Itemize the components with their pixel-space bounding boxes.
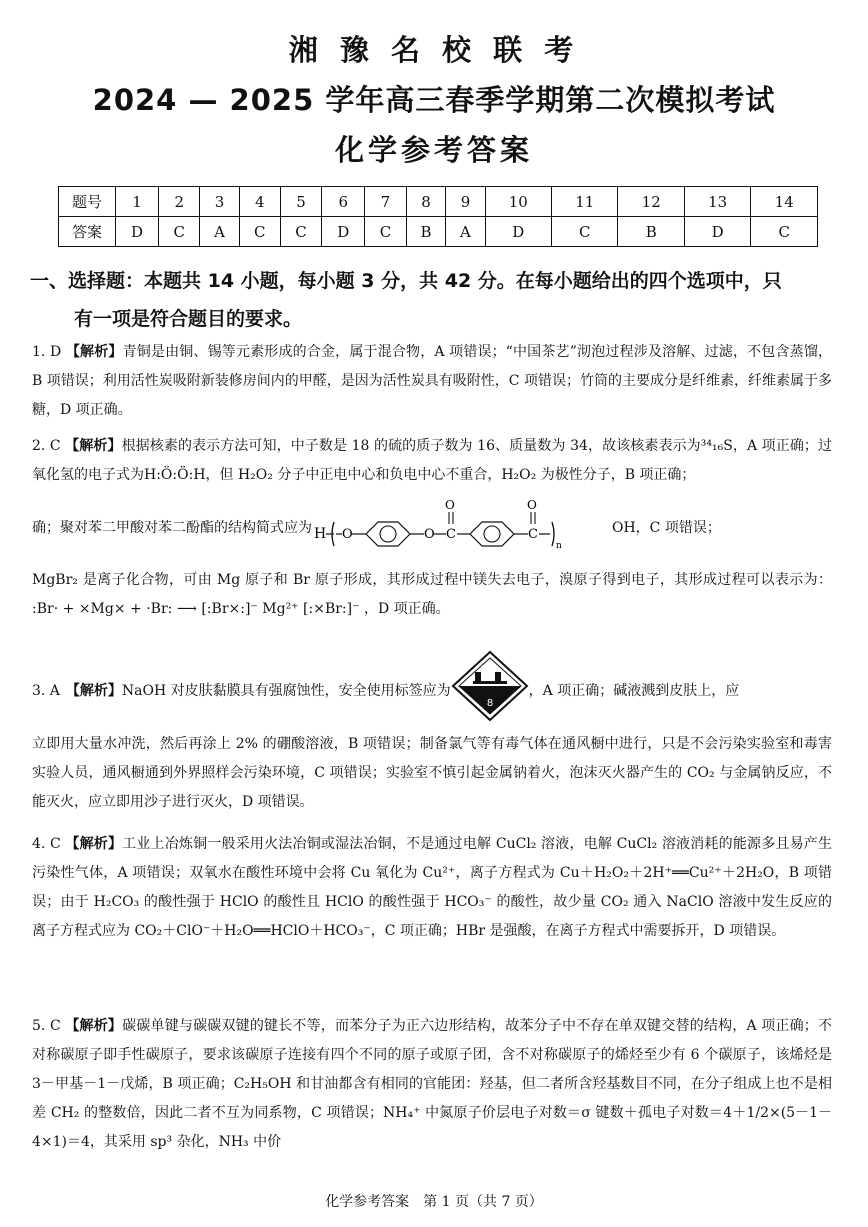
analysis-tag: 【解析】 — [65, 344, 123, 360]
polymer-structure-line — [32, 498, 832, 558]
question-number: 4. C — [32, 836, 61, 852]
hazard-class-number: 8 — [486, 698, 493, 709]
answer-table — [58, 186, 818, 247]
plus-sign: + — [62, 601, 75, 617]
table-cell: 13 — [684, 187, 750, 217]
atom-label: Mg²⁺ — [262, 601, 299, 617]
table-cell: C — [552, 217, 618, 247]
atom-label: O — [424, 527, 435, 542]
section-heading-line-1: 一、选择题：本题共 14 小题，每小题 3 分，共 42 分。在每小题给出的四个选项中，只 — [30, 270, 782, 292]
atom-label: O — [342, 527, 353, 542]
table-cell: A — [200, 217, 239, 247]
answer-explanation-3 — [32, 660, 832, 722]
electron-formation-diagram: :Br· + ×Mg× + ·Br: ⟶ [:Br×:]⁻ Mg²⁺ [:×Br:]⁻ — [32, 601, 364, 617]
table-cell: 5 — [280, 187, 321, 217]
analysis-tag: 【解析】 — [65, 438, 122, 454]
explanation-text: ，D 项正确。 — [363, 601, 450, 617]
reaction-arrow-icon: ⟶ — [176, 601, 197, 617]
table-cell: 9 — [446, 187, 485, 217]
explanation-text: OH，C 项错误； — [612, 519, 721, 536]
question-number: 3. A — [32, 682, 60, 699]
mgbr2-formation — [32, 566, 832, 624]
atom-label: O — [445, 498, 455, 512]
repeat-subscript: n — [556, 541, 562, 551]
atom-label: H — [314, 526, 327, 542]
answer-row — [59, 217, 818, 247]
table-cell: D — [684, 217, 750, 247]
atom-label: Mg — [90, 601, 114, 617]
atom-label: C — [528, 527, 538, 542]
table-cell: 6 — [322, 187, 365, 217]
table-cell: 1 — [116, 187, 159, 217]
analysis-tag: 【解析】 — [65, 836, 123, 852]
table-cell: C — [365, 217, 406, 247]
explanation-text: 工业上冶炼铜一般采用火法冶铜或湿法冶铜，不是通过电解 CuCl₂ 溶液，电解 CuCl₂ 溶液消耗的能源多且易产生污染性气体，A 项错误；双氧水在酸性环境中会将 Cu 氧化为 Cu²⁺，离子方程式为 Cu＋H₂O₂＋2H⁺══Cu²⁺＋2H₂O，B 项错误；由于 H₂CO₃ 的酸性强于 HClO 的酸性且 HClO 的酸性强于 HCO₃⁻ 的酸性，故少量 CO₂ 通入 NaClO 溶液中发生反应的离子方程式应为 CO₂＋ClO⁻＋H₂O══HClO＋HCO₃⁻，C 项正确；HBr 是强酸，在离子方程式中需要拆开，D 项错误。 — [32, 836, 832, 939]
table-cell: C — [159, 217, 200, 247]
table-cell: 10 — [485, 187, 551, 217]
table-cell: 11 — [552, 187, 618, 217]
explanation-text: ，A 项正确；碱液溅到皮肤上，应 — [528, 682, 740, 699]
row-label-answer: 答案 — [59, 217, 116, 247]
explanation-text: 立即用大量水冲洗，然后再涂上 2% 的硼酸溶液，B 项错误；制备氯气等有毒气体在通风橱中进行，只是不会污染实验室和毒害实验人员，通风橱通到外界照样会污染环境，C 项错误；实验室不慎引起金属钠着火，泡沫灭火器产生的 CO₂ 与金属钠反应，不能灭火，应立即用沙子进行灭火，D 项错误。 — [32, 736, 832, 810]
question-number-row — [59, 187, 818, 217]
row-label-number: 题号 — [59, 187, 116, 217]
explanation-text: MgBr₂ 是离子化合物，可由 Mg 原子和 Br 原子形成，其形成过程中镁失去电子，溴原子得到电子，其形成过程可以表示为： — [32, 572, 832, 588]
table-cell: B — [406, 217, 446, 247]
table-cell: C — [751, 217, 818, 247]
answer-explanation-4 — [32, 830, 832, 946]
title-line-1: 湘 豫 名 校 联 考 — [288, 33, 580, 67]
table-cell: D — [485, 217, 551, 247]
table-cell: B — [618, 217, 684, 247]
table-cell: D — [116, 217, 159, 247]
table-cell: 3 — [200, 187, 239, 217]
answer-explanation-2 — [32, 432, 832, 490]
polymer-structure-formula — [312, 498, 612, 558]
table-cell: 7 — [365, 187, 406, 217]
analysis-tag: 【解析】 — [65, 682, 122, 699]
section-heading-line-2: 有一项是符合题目的要求。 — [74, 308, 303, 330]
atom-label: C — [446, 527, 456, 542]
table-cell: 8 — [406, 187, 446, 217]
title-line-2: 2024 — 2025 学年高三春季学期第二次模拟考试 — [92, 83, 776, 117]
title-line-3: 化学参考答案 — [334, 133, 533, 167]
atom-label: Br — [211, 601, 229, 617]
answer-explanation-5 — [32, 1012, 832, 1157]
corrosive-hazard-label-icon — [451, 650, 529, 722]
question-number: 1. D — [32, 344, 62, 360]
question-number: 2. C — [32, 438, 61, 454]
explanation-text: 碳碳单键与碳碳双键的键长不等，而苯分子为正六边形结构，故苯分子中不存在单双键交替的结构，A 项正确；不对称碳原子即手性碳原子，要求该碳原子连接有四个不同的原子或原子团，含不对称碳原子的烯烃至少有 6 个碳原子，该烯烃是 3－甲基－1－戊烯，B 项正确；C₂H₅OH 和甘油都含有相同的官能团：羟基，但二者所含羟基数目不同，在分子组成上也不是相差 CH₂ 的整数倍，因此二者不互为同系物，C 项错误；NH₄⁺ 中氮原子价层电子对数＝σ 键数＋孤电子对数＝4＋1/2×(5－1－4×1)＝4，其采用 sp³ 杂化，NH₃ 中价 — [32, 1018, 832, 1150]
atom-label: O — [527, 498, 537, 512]
table-cell: C — [280, 217, 321, 247]
section-heading — [30, 262, 842, 338]
atom-label: Br — [36, 601, 54, 617]
explanation-text: 根据核素的表示方法可知，中子数是 18 的硫的质子数为 16、质量数为 34，故该核素表示为³⁴₁₆S，A 项正确；过氧化氢的电子式为H:Ö:Ö:H，但 H₂O₂ 分子中正电中心和负电中心不重合，H₂O₂ 为极性分子，B 项正确； — [32, 438, 833, 483]
table-cell: 2 — [159, 187, 200, 217]
table-cell: 4 — [239, 187, 280, 217]
atom-label: Br — [150, 601, 168, 617]
analysis-tag: 【解析】 — [65, 1018, 123, 1034]
answer-explanation-1 — [32, 338, 832, 425]
atom-label: Br — [324, 601, 342, 617]
table-cell: C — [239, 217, 280, 247]
explanation-text: 青铜是由铜、锡等元素形成的合金，属于混合物，A 项错误；“中国茶艺”沏泡过程涉及溶解、过滤，不包含蒸馏，B 项错误；利用活性炭吸附新装修房间内的甲醛，是因为活性炭具有吸附性，C 项错误；竹筒的主要成分是纤维素，纤维素属于多糖，D 项正确。 — [32, 344, 833, 418]
answer-explanation-3-cont — [32, 730, 832, 817]
table-cell: 14 — [751, 187, 818, 217]
page-footer: 化学参考答案 第 1 页（共 7 页） — [325, 1194, 543, 1210]
table-cell: D — [322, 217, 365, 247]
explanation-text: 确；聚对苯二甲酸对苯二酚酯的结构简式应为 — [32, 519, 312, 536]
table-cell: A — [446, 217, 485, 247]
table-cell: 12 — [618, 187, 684, 217]
plus-sign: + — [130, 601, 142, 617]
explanation-text: NaOH 对皮肤黏膜具有强腐蚀性，安全使用标签应为 — [121, 682, 451, 699]
question-number: 5. C — [32, 1018, 61, 1034]
